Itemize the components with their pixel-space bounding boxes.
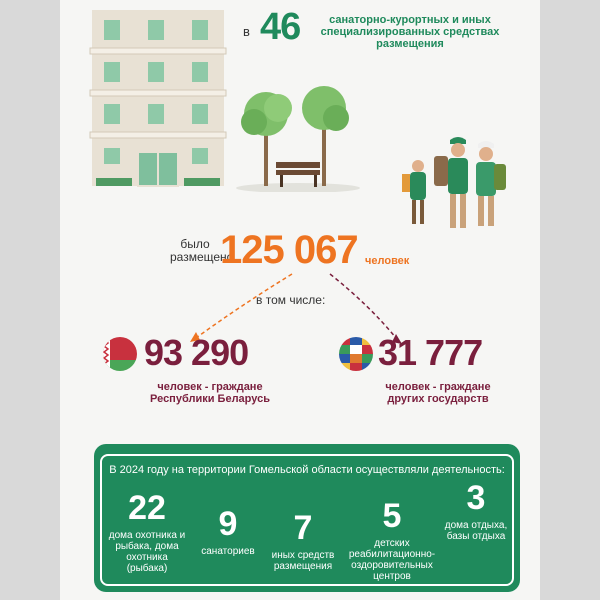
tourists-illustration <box>394 132 514 238</box>
activity-box-frame <box>100 454 514 586</box>
stat-children-centers <box>344 498 440 582</box>
foreign-citizens-caption: человек - граждане других государств <box>385 381 491 405</box>
stat-number: 5 <box>382 497 402 535</box>
facilities-count: 46 <box>260 6 301 48</box>
total-unit: человек <box>365 255 410 267</box>
facilities-description: санаторно-курортных и иных специализированных средствах размещения <box>320 14 500 50</box>
total-number: 125 067 <box>220 228 358 272</box>
park-illustration <box>236 80 360 192</box>
stat-label: дома отдыха, базы отдыха <box>444 520 508 542</box>
activity-box <box>94 444 520 592</box>
belarus-citizens-caption: человек - граждане Республики Беларусь <box>150 381 270 405</box>
stat-number: 9 <box>218 505 238 543</box>
world-flags-icon <box>338 336 374 372</box>
stat-number: 22 <box>128 489 166 527</box>
stat-number: 3 <box>466 479 486 517</box>
belarus-flag-icon <box>102 336 138 372</box>
including-label: в том числе: <box>256 293 326 307</box>
total-prefix: было размещено <box>170 237 234 264</box>
activity-title: В 2024 году на территории Гомельской области осуществляли деятельность: <box>109 464 505 476</box>
stat-label: детских реабилитационно-оздоровительных центров <box>348 538 436 582</box>
in-word: в <box>243 24 250 39</box>
foreign-citizens-number: 31 777 <box>378 332 483 373</box>
stat-number: 7 <box>293 509 313 547</box>
belarus-citizens-number: 93 290 <box>144 332 249 373</box>
infographic-page <box>60 0 540 600</box>
stat-sanatoriums <box>194 506 262 557</box>
building-illustration <box>88 10 228 192</box>
stat-hunter-houses <box>106 490 188 574</box>
stat-label: дома охотника и рыбака, дома охотника (рыбака) <box>108 530 186 574</box>
stat-label: иных средств размещения <box>271 550 335 572</box>
stat-rest-houses <box>440 480 512 542</box>
stat-other-facilities <box>266 510 340 572</box>
stat-label: санаториев <box>201 546 255 557</box>
